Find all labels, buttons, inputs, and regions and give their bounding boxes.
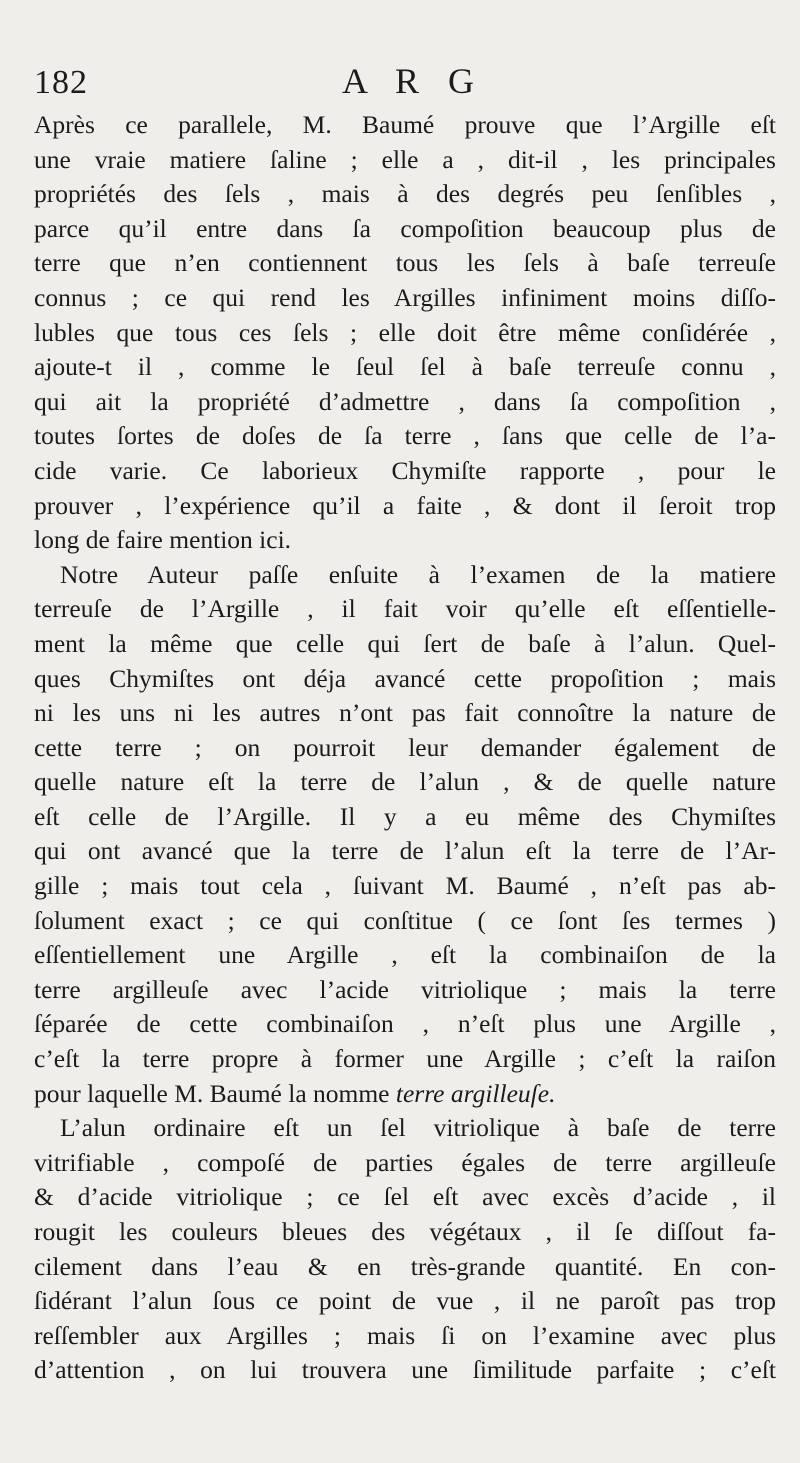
paragraph-2 (34, 558, 776, 1112)
body-text (34, 108, 776, 1388)
text-line: cette terre ; on pourroit leur demander également de (34, 732, 776, 762)
text-line: rougit les couleurs bleues des végétaux , il ſe diſſout fa- (34, 1217, 776, 1246)
italic-term: terre argilleuſe. (395, 1078, 556, 1108)
text-line: ajoute-t il , comme le ſeul ſel à baſe terreuſe connu , (34, 352, 776, 382)
paragraph-1 (34, 108, 776, 558)
text-line: cide varie. Ce laborieux Chymiſte rapporte , pour le (34, 455, 776, 485)
text-line: eſt celle de l’Argille. Il y a eu même des Chymiſtes (34, 801, 776, 831)
text-line: ni les uns ni les autres n’ont pas fait connoître la nature de (34, 698, 776, 728)
text-line: ſolument exact ; ce qui conſtitue ( ce ſont ſes termes ) (34, 905, 776, 935)
text-line: vitrifiable , compoſé de parties égales de terre argilleuſe (34, 1147, 776, 1177)
page-number: 182 (34, 64, 88, 101)
text-line: long de faire mention ici. (34, 525, 292, 555)
text-line: ſéparée de cette combinaiſon , n’eſt plus une Argille , (34, 1009, 776, 1039)
text-line: gille ; mais tout cela , ſuivant M. Baumé , n’eſt pas ab- (34, 871, 776, 901)
text-line: Après ce parallele, M. Baumé prouve que l’Argille eſt (34, 110, 776, 139)
text-line: d’attention , on lui trouvera une ſimilitude parfaite ; c’eſt (34, 1355, 776, 1385)
text-line: prouver , l’expérience qu’il a faite , & dont il ſeroit trop (34, 490, 776, 520)
text-line: eſſentiellement une Argille , eſt la combinaiſon de la (34, 940, 776, 970)
text-line: toutes ſortes de doſes de ſa terre , ſans que celle de l’a- (34, 421, 776, 451)
text-line: une vraie matiere ſaline ; elle a , dit-il , les principales (34, 144, 776, 174)
text-line: qui ont avancé que la terre de l’alun eſt la terre de l’Ar- (34, 836, 776, 866)
text-line: Notre Auteur paſſe enſuite à l’examen de la matiere (60, 559, 776, 589)
text-line: c’eſt la terre propre à former une Argille ; c’eſt la raiſon (34, 1044, 776, 1074)
text-line: ques Chymiſtes ont déja avancé cette propoſition ; mais (34, 663, 776, 693)
text-line: qui ait la propriété d’admettre , dans ſa compoſition , (34, 386, 776, 416)
text-line: parce qu’il entre dans ſa compoſition beaucoup plus de (34, 213, 776, 243)
text-line: quelle nature eſt la terre de l’alun , & de quelle nature (34, 767, 776, 797)
text-line-with-italic (34, 1077, 776, 1112)
text-line: terre argilleuſe avec l’acide vitriolique ; mais la terre (34, 974, 776, 1004)
text-line: L’alun ordinaire eſt un ſel vitriolique à baſe de terre (60, 1113, 776, 1143)
text-line: reſſembler aux Argilles ; mais ſi on l’examine avec plus (34, 1320, 776, 1350)
text-line: ſidérant l’alun ſous ce point de vue , il ne paroît pas trop (34, 1286, 776, 1316)
text-line-part: pour laquelle M. Baumé la nomme (34, 1078, 390, 1108)
text-line: & d’acide vitriolique ; ce ſel eſt avec excès d’acide , il (34, 1182, 776, 1212)
text-line: ment la même que celle qui ſert de baſe à l’alun. Quel- (34, 628, 776, 658)
text-line: terreuſe de l’Argille , il fait voir qu’elle eſt eſſentielle- (34, 594, 776, 624)
text-line: cilement dans l’eau & en très-grande quantité. En con- (34, 1251, 776, 1281)
page-header (34, 58, 774, 110)
text-line: propriétés des ſels , mais à des degrés peu ſenſibles , (34, 179, 776, 209)
running-head: A R G (342, 61, 485, 101)
paragraph-3 (34, 1111, 776, 1388)
text-line: lubles que tous ces ſels ; elle doit être même conſidérée , (34, 317, 776, 347)
text-line: connus ; ce qui rend les Argilles infiniment moins diſſo- (34, 282, 776, 312)
text-line: terre que n’en contiennent tous les ſels à baſe terreuſe (34, 248, 776, 278)
